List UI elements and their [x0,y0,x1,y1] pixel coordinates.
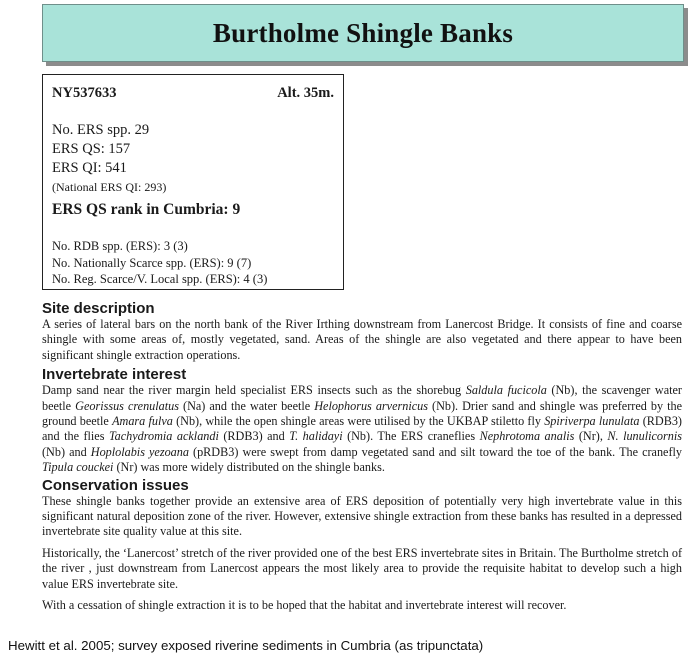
site-description-heading: Site description [42,300,155,317]
regionally-scarce-spp: No. Reg. Scarce/V. Local spp. (ERS): 4 (3) [52,272,268,286]
title-banner [42,4,684,62]
species-name: Hoplolabis yezoana [90,444,189,459]
species-name: Helophorus arvernicus [314,398,428,413]
rdb-spp: No. RDB spp. (ERS): 3 (3) [52,239,188,253]
species-status-counts [52,238,267,288]
species-name: Nephrotoma analis [479,429,575,444]
species-name: T. halidayi [289,429,343,444]
grid-ref-row [52,85,334,102]
conservation-paragraph-2: Historically, the ‘Lanercost’ stretch of the river provided one of the best ERS invertebrate sites in Britain. The Burtholme stretch of the river , just downstream from Lanercost appears the most likely area to provide the requisite habitat to develop such a high value ERS invertebrate site. [42,545,682,591]
report-body [42,300,682,614]
conservation-paragraph-3: With a cessation of shingle extraction it is to be hoped that the habitat and invertebrate interest will recover. [42,598,567,613]
site-description-text: A series of lateral bars on the north bank of the River Irthing downstream from Lanercost Bridge. It consists of fine and coarse shingle with some areas of, mostly vegetated, sand. Areas of the shingle are also vegetated and there appear to have been significant shingle extraction operations. [42,317,682,362]
ers-qi: ERS QI: 541 [52,160,127,176]
conservation-paragraph-1: These shingle banks together provide an extensive area of ERS deposition of potentially very high invertebrate value in this significant natural deposition zone of the river. However, extensive shingle extraction from these banks has resulted in a depressed invertebrate site quality value at this site. [42,493,682,539]
invertebrate-interest-text: Damp sand near the river margin held specialist ERS insects such as the shorebug Saldula fucicola (Nb), the scavenger water beetle Georissus crenulatus (Na) and the water beetle Helophorus arvernicus (Nb). Drier sand and shingle was preferred by the ground beetle Amara fulva (Nb), while the open shingle areas were utilised by the UKBAP stiletto fly Spiriverpa lunulata (RDB3) and the flies Tachydromia acklandi (RDB3) and T. halidayi (Nb). The ERS craneflies Nephrotoma analis (Nr), N. lunulicornis (Nb) and Hoplolabis yezoana (pRDB3) were swept from damp vegetated sand and silt toward the toe of the bank. The cranefly Tipula couckei (Nr) was more widely distributed on the shingle banks. [42,383,683,475]
page-title: Burtholme Shingle Banks [212,17,514,48]
species-name: N. lunulicornis [607,429,682,444]
nationally-scarce-spp: No. Nationally Scarce spp. (ERS): 9 (7) [52,255,252,270]
species-name: Amara fulva [112,414,173,429]
ers-qs: ERS QS: 157 [52,141,131,157]
conservation-issues-heading: Conservation issues [42,476,189,494]
site-stats-box [42,74,344,290]
species-name: Saldula fucicola [465,383,547,398]
source-caption: Hewitt et al. 2005; survey exposed riverine sediments in Cumbria (as tripunctata) [8,638,484,653]
species-name: Tachydromia acklandi [108,429,219,444]
grid-reference: NY537633 [52,85,117,101]
national-qi: (National ERS QI: 293) [52,180,167,194]
altitude: Alt. 35m. [277,85,334,101]
ers-scores [52,121,166,196]
species-name: Spiriverpa lunulata [544,414,640,429]
species-name: Georissus crenulatus [75,398,179,413]
species-name: Tipula couckei [42,460,114,475]
invertebrate-interest-heading: Invertebrate interest [42,366,187,384]
ers-spp-count: No. ERS spp. 29 [52,122,150,138]
ers-rank: ERS QS rank in Cumbria: 9 [52,201,241,218]
